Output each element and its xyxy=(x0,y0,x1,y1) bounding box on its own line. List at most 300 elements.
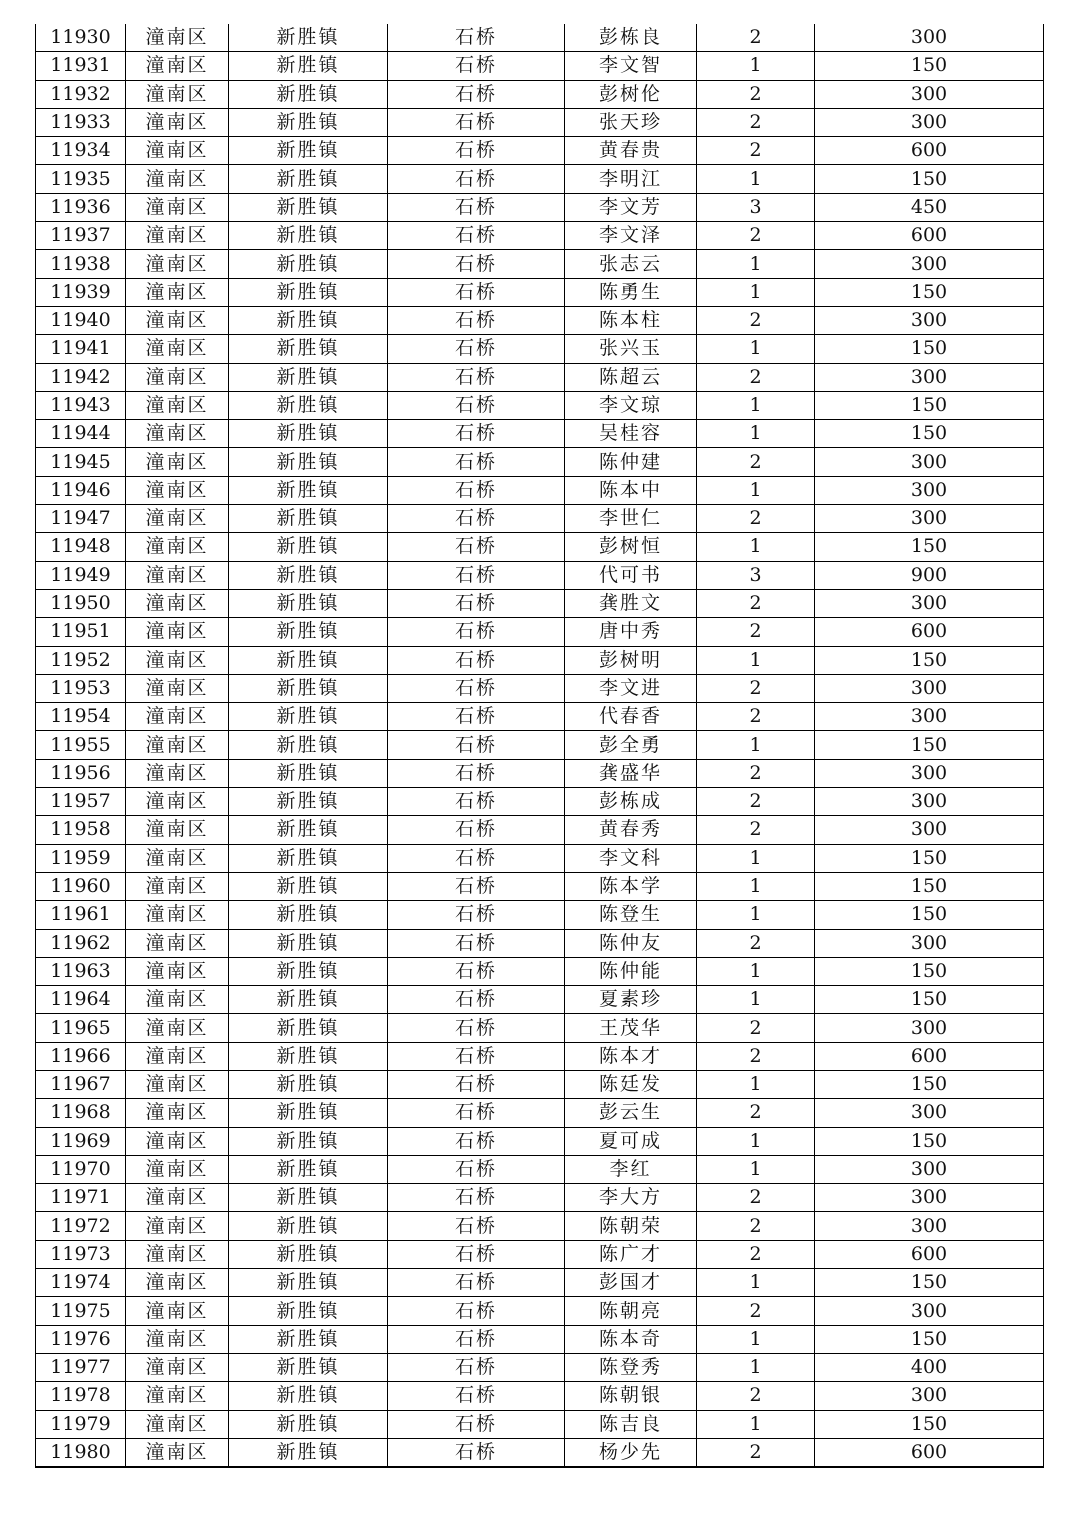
cell-town: 新胜镇 xyxy=(229,1382,388,1410)
table-row xyxy=(36,193,1044,221)
table-row xyxy=(36,24,1044,52)
cell-town: 新胜镇 xyxy=(229,759,388,787)
cell-district: 潼南区 xyxy=(126,1269,229,1297)
cell-name: 龚胜文 xyxy=(565,589,697,617)
cell-village: 石桥 xyxy=(388,137,565,165)
cell-count: 2 xyxy=(697,448,815,476)
table-row xyxy=(36,137,1044,165)
cell-district: 潼南区 xyxy=(126,1127,229,1155)
table-row xyxy=(36,335,1044,363)
cell-serial-number: 11940 xyxy=(36,306,126,334)
cell-count: 1 xyxy=(697,52,815,80)
cell-amount: 150 xyxy=(815,731,1044,759)
cell-count: 1 xyxy=(697,1353,815,1381)
cell-amount: 300 xyxy=(815,1184,1044,1212)
table-row xyxy=(36,1325,1044,1353)
cell-amount: 300 xyxy=(815,759,1044,787)
cell-count: 1 xyxy=(697,1410,815,1438)
cell-serial-number: 11979 xyxy=(36,1410,126,1438)
cell-town: 新胜镇 xyxy=(229,391,388,419)
table-row xyxy=(36,1212,1044,1240)
cell-count: 1 xyxy=(697,420,815,448)
cell-amount: 450 xyxy=(815,193,1044,221)
cell-district: 潼南区 xyxy=(126,872,229,900)
cell-district: 潼南区 xyxy=(126,1410,229,1438)
cell-town: 新胜镇 xyxy=(229,844,388,872)
cell-count: 3 xyxy=(697,193,815,221)
table-row xyxy=(36,674,1044,702)
cell-serial-number: 11953 xyxy=(36,674,126,702)
cell-amount: 150 xyxy=(815,844,1044,872)
cell-village: 石桥 xyxy=(388,505,565,533)
cell-serial-number: 11978 xyxy=(36,1382,126,1410)
cell-count: 1 xyxy=(697,1127,815,1155)
cell-town: 新胜镇 xyxy=(229,731,388,759)
cell-district: 潼南区 xyxy=(126,731,229,759)
cell-town: 新胜镇 xyxy=(229,335,388,363)
cell-village: 石桥 xyxy=(388,533,565,561)
cell-count: 2 xyxy=(697,816,815,844)
table-row xyxy=(36,250,1044,278)
cell-district: 潼南区 xyxy=(126,703,229,731)
cell-district: 潼南区 xyxy=(126,1099,229,1127)
cell-amount: 150 xyxy=(815,278,1044,306)
cell-serial-number: 11956 xyxy=(36,759,126,787)
cell-district: 潼南区 xyxy=(126,929,229,957)
cell-count: 1 xyxy=(697,646,815,674)
cell-amount: 150 xyxy=(815,1269,1044,1297)
cell-district: 潼南区 xyxy=(126,165,229,193)
cell-amount: 300 xyxy=(815,80,1044,108)
cell-district: 潼南区 xyxy=(126,420,229,448)
records-table xyxy=(35,24,1044,1468)
cell-town: 新胜镇 xyxy=(229,420,388,448)
table-row xyxy=(36,420,1044,448)
cell-count: 1 xyxy=(697,901,815,929)
cell-town: 新胜镇 xyxy=(229,1240,388,1268)
table-row xyxy=(36,165,1044,193)
cell-town: 新胜镇 xyxy=(229,533,388,561)
cell-count: 1 xyxy=(697,1269,815,1297)
cell-count: 3 xyxy=(697,561,815,589)
cell-amount: 150 xyxy=(815,391,1044,419)
table-row xyxy=(36,505,1044,533)
cell-count: 2 xyxy=(697,306,815,334)
cell-village: 石桥 xyxy=(388,957,565,985)
cell-amount: 300 xyxy=(815,1212,1044,1240)
cell-town: 新胜镇 xyxy=(229,703,388,731)
cell-name: 李红 xyxy=(565,1155,697,1183)
cell-district: 潼南区 xyxy=(126,52,229,80)
cell-amount: 300 xyxy=(815,929,1044,957)
cell-village: 石桥 xyxy=(388,1438,565,1467)
cell-serial-number: 11936 xyxy=(36,193,126,221)
records-table-body xyxy=(36,24,1044,1467)
cell-town: 新胜镇 xyxy=(229,1070,388,1098)
cell-serial-number: 11968 xyxy=(36,1099,126,1127)
cell-name: 李世仁 xyxy=(565,505,697,533)
cell-district: 潼南区 xyxy=(126,674,229,702)
cell-amount: 150 xyxy=(815,1070,1044,1098)
cell-village: 石桥 xyxy=(388,80,565,108)
cell-district: 潼南区 xyxy=(126,1070,229,1098)
cell-name: 陈本才 xyxy=(565,1042,697,1070)
table-row xyxy=(36,80,1044,108)
cell-count: 2 xyxy=(697,1382,815,1410)
cell-name: 彭全勇 xyxy=(565,731,697,759)
cell-village: 石桥 xyxy=(388,1155,565,1183)
cell-town: 新胜镇 xyxy=(229,1014,388,1042)
cell-village: 石桥 xyxy=(388,788,565,816)
cell-village: 石桥 xyxy=(388,278,565,306)
cell-count: 2 xyxy=(697,703,815,731)
cell-serial-number: 11976 xyxy=(36,1325,126,1353)
cell-town: 新胜镇 xyxy=(229,957,388,985)
cell-amount: 150 xyxy=(815,533,1044,561)
cell-name: 李文芳 xyxy=(565,193,697,221)
cell-count: 1 xyxy=(697,278,815,306)
cell-district: 潼南区 xyxy=(126,1240,229,1268)
cell-district: 潼南区 xyxy=(126,901,229,929)
table-row xyxy=(36,901,1044,929)
cell-district: 潼南区 xyxy=(126,844,229,872)
cell-village: 石桥 xyxy=(388,250,565,278)
cell-serial-number: 11931 xyxy=(36,52,126,80)
cell-serial-number: 11977 xyxy=(36,1353,126,1381)
cell-name: 陈登生 xyxy=(565,901,697,929)
cell-name: 李明江 xyxy=(565,165,697,193)
cell-town: 新胜镇 xyxy=(229,52,388,80)
cell-district: 潼南区 xyxy=(126,1382,229,1410)
cell-count: 1 xyxy=(697,731,815,759)
cell-amount: 300 xyxy=(815,703,1044,731)
cell-village: 石桥 xyxy=(388,816,565,844)
cell-district: 潼南区 xyxy=(126,1325,229,1353)
cell-village: 石桥 xyxy=(388,1042,565,1070)
cell-town: 新胜镇 xyxy=(229,193,388,221)
cell-town: 新胜镇 xyxy=(229,1297,388,1325)
cell-name: 彭栋良 xyxy=(565,24,697,52)
cell-count: 2 xyxy=(697,222,815,250)
cell-district: 潼南区 xyxy=(126,1297,229,1325)
cell-district: 潼南区 xyxy=(126,788,229,816)
cell-name: 陈朝亮 xyxy=(565,1297,697,1325)
cell-count: 2 xyxy=(697,1042,815,1070)
cell-district: 潼南区 xyxy=(126,759,229,787)
cell-district: 潼南区 xyxy=(126,1438,229,1467)
cell-district: 潼南区 xyxy=(126,618,229,646)
cell-serial-number: 11950 xyxy=(36,589,126,617)
cell-village: 石桥 xyxy=(388,52,565,80)
cell-amount: 600 xyxy=(815,222,1044,250)
cell-amount: 150 xyxy=(815,335,1044,363)
cell-village: 石桥 xyxy=(388,1269,565,1297)
cell-amount: 900 xyxy=(815,561,1044,589)
table-row xyxy=(36,391,1044,419)
cell-name: 彭树恒 xyxy=(565,533,697,561)
cell-name: 陈廷发 xyxy=(565,1070,697,1098)
cell-name: 吴桂容 xyxy=(565,420,697,448)
cell-district: 潼南区 xyxy=(126,1184,229,1212)
cell-amount: 300 xyxy=(815,674,1044,702)
cell-amount: 600 xyxy=(815,137,1044,165)
cell-serial-number: 11937 xyxy=(36,222,126,250)
cell-amount: 300 xyxy=(815,1099,1044,1127)
cell-amount: 150 xyxy=(815,1410,1044,1438)
cell-town: 新胜镇 xyxy=(229,1212,388,1240)
cell-serial-number: 11959 xyxy=(36,844,126,872)
cell-name: 李文琼 xyxy=(565,391,697,419)
table-row xyxy=(36,1297,1044,1325)
cell-village: 石桥 xyxy=(388,448,565,476)
cell-name: 陈超云 xyxy=(565,363,697,391)
table-row xyxy=(36,1184,1044,1212)
cell-serial-number: 11941 xyxy=(36,335,126,363)
cell-serial-number: 11942 xyxy=(36,363,126,391)
table-row xyxy=(36,1099,1044,1127)
cell-village: 石桥 xyxy=(388,1184,565,1212)
cell-village: 石桥 xyxy=(388,618,565,646)
cell-serial-number: 11945 xyxy=(36,448,126,476)
cell-name: 陈本中 xyxy=(565,476,697,504)
cell-name: 陈勇生 xyxy=(565,278,697,306)
cell-count: 2 xyxy=(697,505,815,533)
cell-count: 2 xyxy=(697,108,815,136)
cell-serial-number: 11939 xyxy=(36,278,126,306)
cell-count: 2 xyxy=(697,80,815,108)
table-row xyxy=(36,646,1044,674)
cell-town: 新胜镇 xyxy=(229,1127,388,1155)
cell-serial-number: 11954 xyxy=(36,703,126,731)
cell-village: 石桥 xyxy=(388,476,565,504)
cell-name: 唐中秀 xyxy=(565,618,697,646)
cell-village: 石桥 xyxy=(388,844,565,872)
cell-serial-number: 11970 xyxy=(36,1155,126,1183)
cell-name: 张兴玉 xyxy=(565,335,697,363)
cell-village: 石桥 xyxy=(388,222,565,250)
cell-amount: 150 xyxy=(815,957,1044,985)
cell-name: 陈朝荣 xyxy=(565,1212,697,1240)
cell-count: 2 xyxy=(697,788,815,816)
cell-amount: 150 xyxy=(815,646,1044,674)
cell-name: 陈吉良 xyxy=(565,1410,697,1438)
cell-amount: 300 xyxy=(815,788,1044,816)
cell-serial-number: 11961 xyxy=(36,901,126,929)
cell-town: 新胜镇 xyxy=(229,929,388,957)
cell-serial-number: 11949 xyxy=(36,561,126,589)
cell-amount: 150 xyxy=(815,986,1044,1014)
cell-name: 彭云生 xyxy=(565,1099,697,1127)
table-row xyxy=(36,1410,1044,1438)
cell-amount: 150 xyxy=(815,52,1044,80)
cell-village: 石桥 xyxy=(388,1325,565,1353)
cell-count: 2 xyxy=(697,1297,815,1325)
cell-amount: 400 xyxy=(815,1353,1044,1381)
cell-district: 潼南区 xyxy=(126,250,229,278)
table-row xyxy=(36,703,1044,731)
cell-serial-number: 11974 xyxy=(36,1269,126,1297)
cell-count: 2 xyxy=(697,137,815,165)
cell-amount: 300 xyxy=(815,250,1044,278)
cell-village: 石桥 xyxy=(388,929,565,957)
cell-town: 新胜镇 xyxy=(229,1438,388,1467)
table-row xyxy=(36,731,1044,759)
cell-name: 张志云 xyxy=(565,250,697,278)
cell-district: 潼南区 xyxy=(126,1212,229,1240)
cell-town: 新胜镇 xyxy=(229,24,388,52)
cell-count: 1 xyxy=(697,957,815,985)
cell-town: 新胜镇 xyxy=(229,589,388,617)
cell-district: 潼南区 xyxy=(126,306,229,334)
cell-town: 新胜镇 xyxy=(229,561,388,589)
cell-serial-number: 11973 xyxy=(36,1240,126,1268)
cell-village: 石桥 xyxy=(388,1382,565,1410)
table-row xyxy=(36,1070,1044,1098)
cell-village: 石桥 xyxy=(388,306,565,334)
cell-amount: 150 xyxy=(815,165,1044,193)
cell-count: 2 xyxy=(697,929,815,957)
cell-name: 彭栋成 xyxy=(565,788,697,816)
cell-town: 新胜镇 xyxy=(229,306,388,334)
cell-village: 石桥 xyxy=(388,1099,565,1127)
cell-count: 1 xyxy=(697,335,815,363)
cell-village: 石桥 xyxy=(388,420,565,448)
cell-serial-number: 11964 xyxy=(36,986,126,1014)
cell-name: 陈本奇 xyxy=(565,1325,697,1353)
cell-village: 石桥 xyxy=(388,589,565,617)
cell-amount: 300 xyxy=(815,816,1044,844)
cell-town: 新胜镇 xyxy=(229,1353,388,1381)
cell-amount: 600 xyxy=(815,1438,1044,1467)
cell-amount: 150 xyxy=(815,872,1044,900)
cell-name: 彭国才 xyxy=(565,1269,697,1297)
table-row xyxy=(36,533,1044,561)
cell-serial-number: 11946 xyxy=(36,476,126,504)
cell-village: 石桥 xyxy=(388,872,565,900)
cell-district: 潼南区 xyxy=(126,1042,229,1070)
cell-town: 新胜镇 xyxy=(229,872,388,900)
cell-name: 杨少先 xyxy=(565,1438,697,1467)
cell-village: 石桥 xyxy=(388,759,565,787)
cell-name: 陈本柱 xyxy=(565,306,697,334)
cell-serial-number: 11965 xyxy=(36,1014,126,1042)
table-row xyxy=(36,1353,1044,1381)
cell-name: 彭树明 xyxy=(565,646,697,674)
cell-count: 2 xyxy=(697,363,815,391)
table-row xyxy=(36,363,1044,391)
cell-count: 1 xyxy=(697,1325,815,1353)
cell-town: 新胜镇 xyxy=(229,986,388,1014)
table-row xyxy=(36,929,1044,957)
cell-amount: 300 xyxy=(815,476,1044,504)
cell-serial-number: 11980 xyxy=(36,1438,126,1467)
table-row xyxy=(36,1127,1044,1155)
cell-amount: 150 xyxy=(815,1127,1044,1155)
cell-name: 陈登秀 xyxy=(565,1353,697,1381)
cell-amount: 300 xyxy=(815,108,1044,136)
cell-village: 石桥 xyxy=(388,193,565,221)
cell-serial-number: 11962 xyxy=(36,929,126,957)
cell-district: 潼南区 xyxy=(126,363,229,391)
table-row xyxy=(36,1042,1044,1070)
cell-district: 潼南区 xyxy=(126,589,229,617)
cell-town: 新胜镇 xyxy=(229,1410,388,1438)
table-row xyxy=(36,1155,1044,1183)
table-row xyxy=(36,561,1044,589)
cell-count: 1 xyxy=(697,1155,815,1183)
cell-district: 潼南区 xyxy=(126,957,229,985)
cell-serial-number: 11930 xyxy=(36,24,126,52)
table-row xyxy=(36,618,1044,646)
cell-serial-number: 11960 xyxy=(36,872,126,900)
cell-town: 新胜镇 xyxy=(229,618,388,646)
cell-name: 张天珍 xyxy=(565,108,697,136)
cell-name: 彭树伦 xyxy=(565,80,697,108)
cell-serial-number: 11967 xyxy=(36,1070,126,1098)
cell-district: 潼南区 xyxy=(126,222,229,250)
cell-count: 1 xyxy=(697,1070,815,1098)
cell-serial-number: 11963 xyxy=(36,957,126,985)
cell-amount: 600 xyxy=(815,1240,1044,1268)
cell-district: 潼南区 xyxy=(126,193,229,221)
cell-amount: 300 xyxy=(815,589,1044,617)
cell-village: 石桥 xyxy=(388,731,565,759)
cell-town: 新胜镇 xyxy=(229,1099,388,1127)
cell-district: 潼南区 xyxy=(126,561,229,589)
cell-village: 石桥 xyxy=(388,674,565,702)
cell-district: 潼南区 xyxy=(126,505,229,533)
cell-amount: 150 xyxy=(815,420,1044,448)
cell-serial-number: 11972 xyxy=(36,1212,126,1240)
cell-name: 李文泽 xyxy=(565,222,697,250)
cell-amount: 300 xyxy=(815,448,1044,476)
cell-serial-number: 11958 xyxy=(36,816,126,844)
cell-serial-number: 11943 xyxy=(36,391,126,419)
table-row xyxy=(36,1438,1044,1467)
cell-serial-number: 11951 xyxy=(36,618,126,646)
table-row xyxy=(36,1014,1044,1042)
cell-town: 新胜镇 xyxy=(229,1184,388,1212)
cell-name: 陈仲建 xyxy=(565,448,697,476)
cell-amount: 300 xyxy=(815,505,1044,533)
cell-count: 1 xyxy=(697,533,815,561)
cell-serial-number: 11933 xyxy=(36,108,126,136)
cell-serial-number: 11935 xyxy=(36,165,126,193)
table-row xyxy=(36,589,1044,617)
cell-village: 石桥 xyxy=(388,165,565,193)
cell-district: 潼南区 xyxy=(126,108,229,136)
cell-district: 潼南区 xyxy=(126,816,229,844)
cell-serial-number: 11966 xyxy=(36,1042,126,1070)
table-row xyxy=(36,788,1044,816)
table-row xyxy=(36,1269,1044,1297)
cell-name: 李文智 xyxy=(565,52,697,80)
cell-serial-number: 11952 xyxy=(36,646,126,674)
cell-village: 石桥 xyxy=(388,646,565,674)
cell-district: 潼南区 xyxy=(126,278,229,306)
cell-district: 潼南区 xyxy=(126,80,229,108)
cell-count: 1 xyxy=(697,844,815,872)
cell-town: 新胜镇 xyxy=(229,1325,388,1353)
cell-village: 石桥 xyxy=(388,561,565,589)
cell-amount: 150 xyxy=(815,901,1044,929)
cell-district: 潼南区 xyxy=(126,335,229,363)
table-row xyxy=(36,108,1044,136)
cell-town: 新胜镇 xyxy=(229,108,388,136)
cell-name: 李文进 xyxy=(565,674,697,702)
cell-amount: 300 xyxy=(815,1155,1044,1183)
cell-town: 新胜镇 xyxy=(229,250,388,278)
